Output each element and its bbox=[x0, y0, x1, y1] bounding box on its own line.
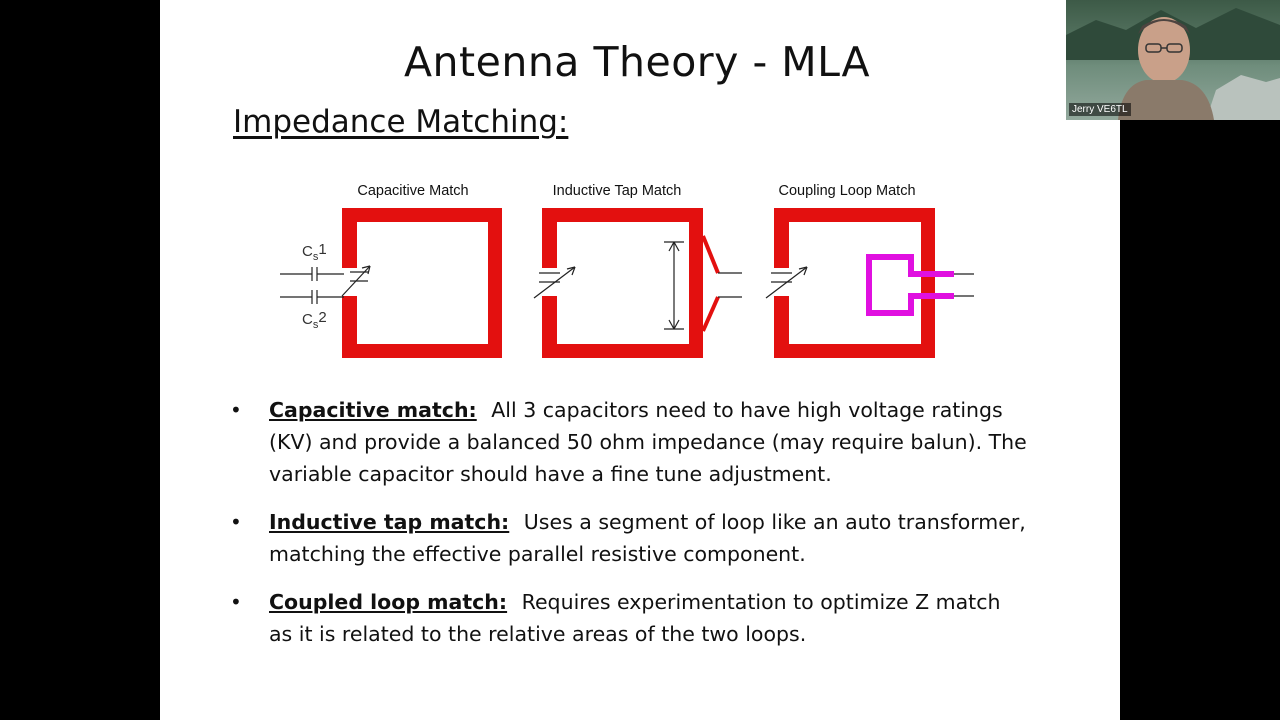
cap-label-2: $C_s2$ bbox=[302, 309, 327, 331]
bullet-list bbox=[230, 394, 1030, 666]
loop-shape bbox=[342, 208, 502, 358]
panel-label-inductive: Inductive Tap Match bbox=[552, 183, 682, 199]
slide-title: Antenna Theory - MLA bbox=[404, 38, 870, 86]
bullet-heading: Inductive tap match: bbox=[269, 510, 510, 534]
loop-shape bbox=[542, 208, 703, 358]
bullet-text: Uses a segment of loop like an auto transformer, matching the effective parallel resistive component. bbox=[269, 510, 1026, 566]
webcam-tile[interactable] bbox=[1066, 0, 1280, 120]
slide-subtitle: Impedance Matching: bbox=[233, 104, 569, 140]
coupling-loop bbox=[766, 208, 974, 358]
bullet-inductive bbox=[230, 506, 1030, 570]
matching-diagram bbox=[272, 176, 992, 366]
bullet-coupled bbox=[230, 586, 1030, 650]
bullet-heading: Capacitive match: bbox=[269, 398, 477, 422]
cap-label-1: $C_s1$ bbox=[302, 241, 327, 263]
panel-label-coupling: Coupling Loop Match bbox=[778, 183, 916, 199]
coupling-loop-shape bbox=[866, 254, 954, 316]
bullet-text: Requires experimentation to optimize Z match as it is related to the relative areas of the two loops. bbox=[269, 590, 1001, 646]
webcam-video bbox=[1066, 0, 1280, 120]
bullet-heading: Coupled loop match: bbox=[269, 590, 508, 614]
capacitive-match-loop bbox=[280, 208, 502, 358]
panel-label-capacitive: Capacitive Match bbox=[357, 183, 469, 199]
bullet-capacitive bbox=[230, 394, 1030, 490]
participant-name: Jerry VE6TL bbox=[1069, 103, 1131, 116]
inductive-tap-loop bbox=[534, 208, 742, 358]
loop-shape bbox=[774, 208, 935, 358]
slide bbox=[160, 0, 1120, 720]
bullet-text: All 3 capacitors need to have high voltage ratings (KV) and provide a balanced 50 ohm impedance (may require balun). The variable capacitor should have a fine tune adjustment. bbox=[269, 398, 1027, 486]
